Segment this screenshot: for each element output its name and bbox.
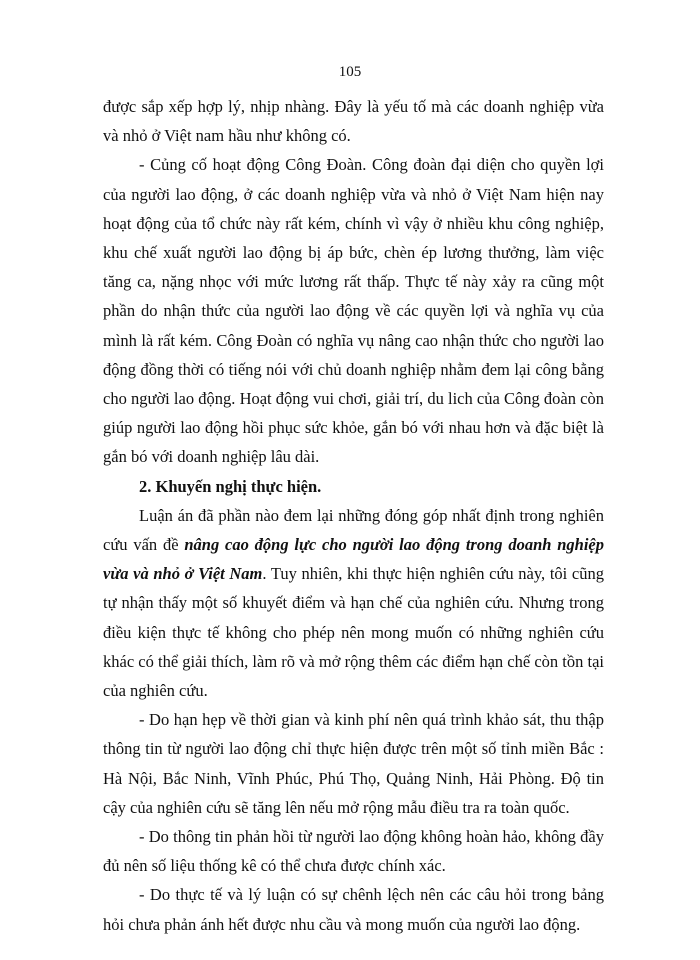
paragraph-text-after: . Tuy nhiên, khi thực hiện nghiên cứu này, tôi cũng tự nhận thấy một số khuyết điểm và hạn chế của nghiên cứu. Nhưng trong điều kiện thực tế không cho phép nên mong muốn có những nghiên cứu khác có thể giải thích, làm rõ và mở rộng thêm các điểm hạn chế còn tồn tại của nghiên cứu.	[103, 564, 604, 701]
paragraph-limitation-questions: - Do thực tế và lý luận có sự chênh lệch nên các câu hỏi trong bảng hỏi chưa phản ánh hết được nhu cầu và mong muốn của người lao động.	[103, 885, 604, 934]
paragraph-text-before: Luận án đã phần nào đem lại những đóng góp nhất định trong nghiên cứu vấn đề	[103, 505, 604, 555]
paragraph-limitation-time: - Do hạn hẹp về thời gian và kinh phí nên quá trình khảo sát, thu thập thông tin từ người lao động chỉ thực hiện được trên một số tỉnh miền Bắc : Hà Nội, Bắc Ninh, Vĩnh Phúc, Phú Thọ, Quảng Ninh, Hải Phòng. Độ tin cậy của nghiên cứu sẽ tăng lên nếu mở rộng mẫu điều tra ra toàn quốc.	[103, 710, 604, 817]
paragraph-trade-union: - Củng cố hoạt động Công Đoàn. Công đoàn đại diện cho quyền lợi của người lao động, ở các doanh nghiệp vừa và nhỏ ở Việt Nam hiện nay hoạt động của tổ chức này rất kém, chính vì vậy ở nhiều khu công nghiệp, khu chế xuất người lao động bị áp bức, chèn ép lương thưởng, làm việc tăng ca, nặng nhọc với mức lương rất thấp. Thực tế này xảy ra cũng một phần do nhận thức của người lao động về các quyền lợi và nghĩa vụ của mình là rất kém. Công Đoàn có nghĩa vụ nâng cao nhận thức cho người lao động đồng thời có tiếng nói với chủ doanh nghiệp nhằm đem lại công bằng cho người lao động. Hoạt động vui chơi, giải trí, du lich của Công đoàn còn giúp người lao động hồi phục sức khỏe, gắn bó với nhau hơn và đặc biệt là gắn bó với doanh nghiệp lâu dài.	[103, 155, 604, 467]
document-body	[103, 92, 604, 939]
section-heading: 2. Khuyến nghị thực hiện.	[139, 476, 322, 496]
page-number: 105	[338, 64, 362, 80]
paragraph-limitation-feedback: - Do thông tin phản hồi từ người lao động không hoàn hảo, không đầy đủ nên số liệu thống kê có thể chưa được chính xác.	[103, 827, 604, 876]
emphasized-topic: nâng cao động lực cho người lao động trong doanh nghiệp vừa và nhỏ ở Việt Nam	[103, 535, 605, 584]
paragraph-continuation: được sắp xếp hợp lý, nhịp nhàng. Đây là yếu tố mà các doanh nghiệp vừa và nhỏ ở Việt nam hầu như không có.	[103, 97, 604, 146]
paragraph-recommendation-intro	[103, 501, 604, 705]
